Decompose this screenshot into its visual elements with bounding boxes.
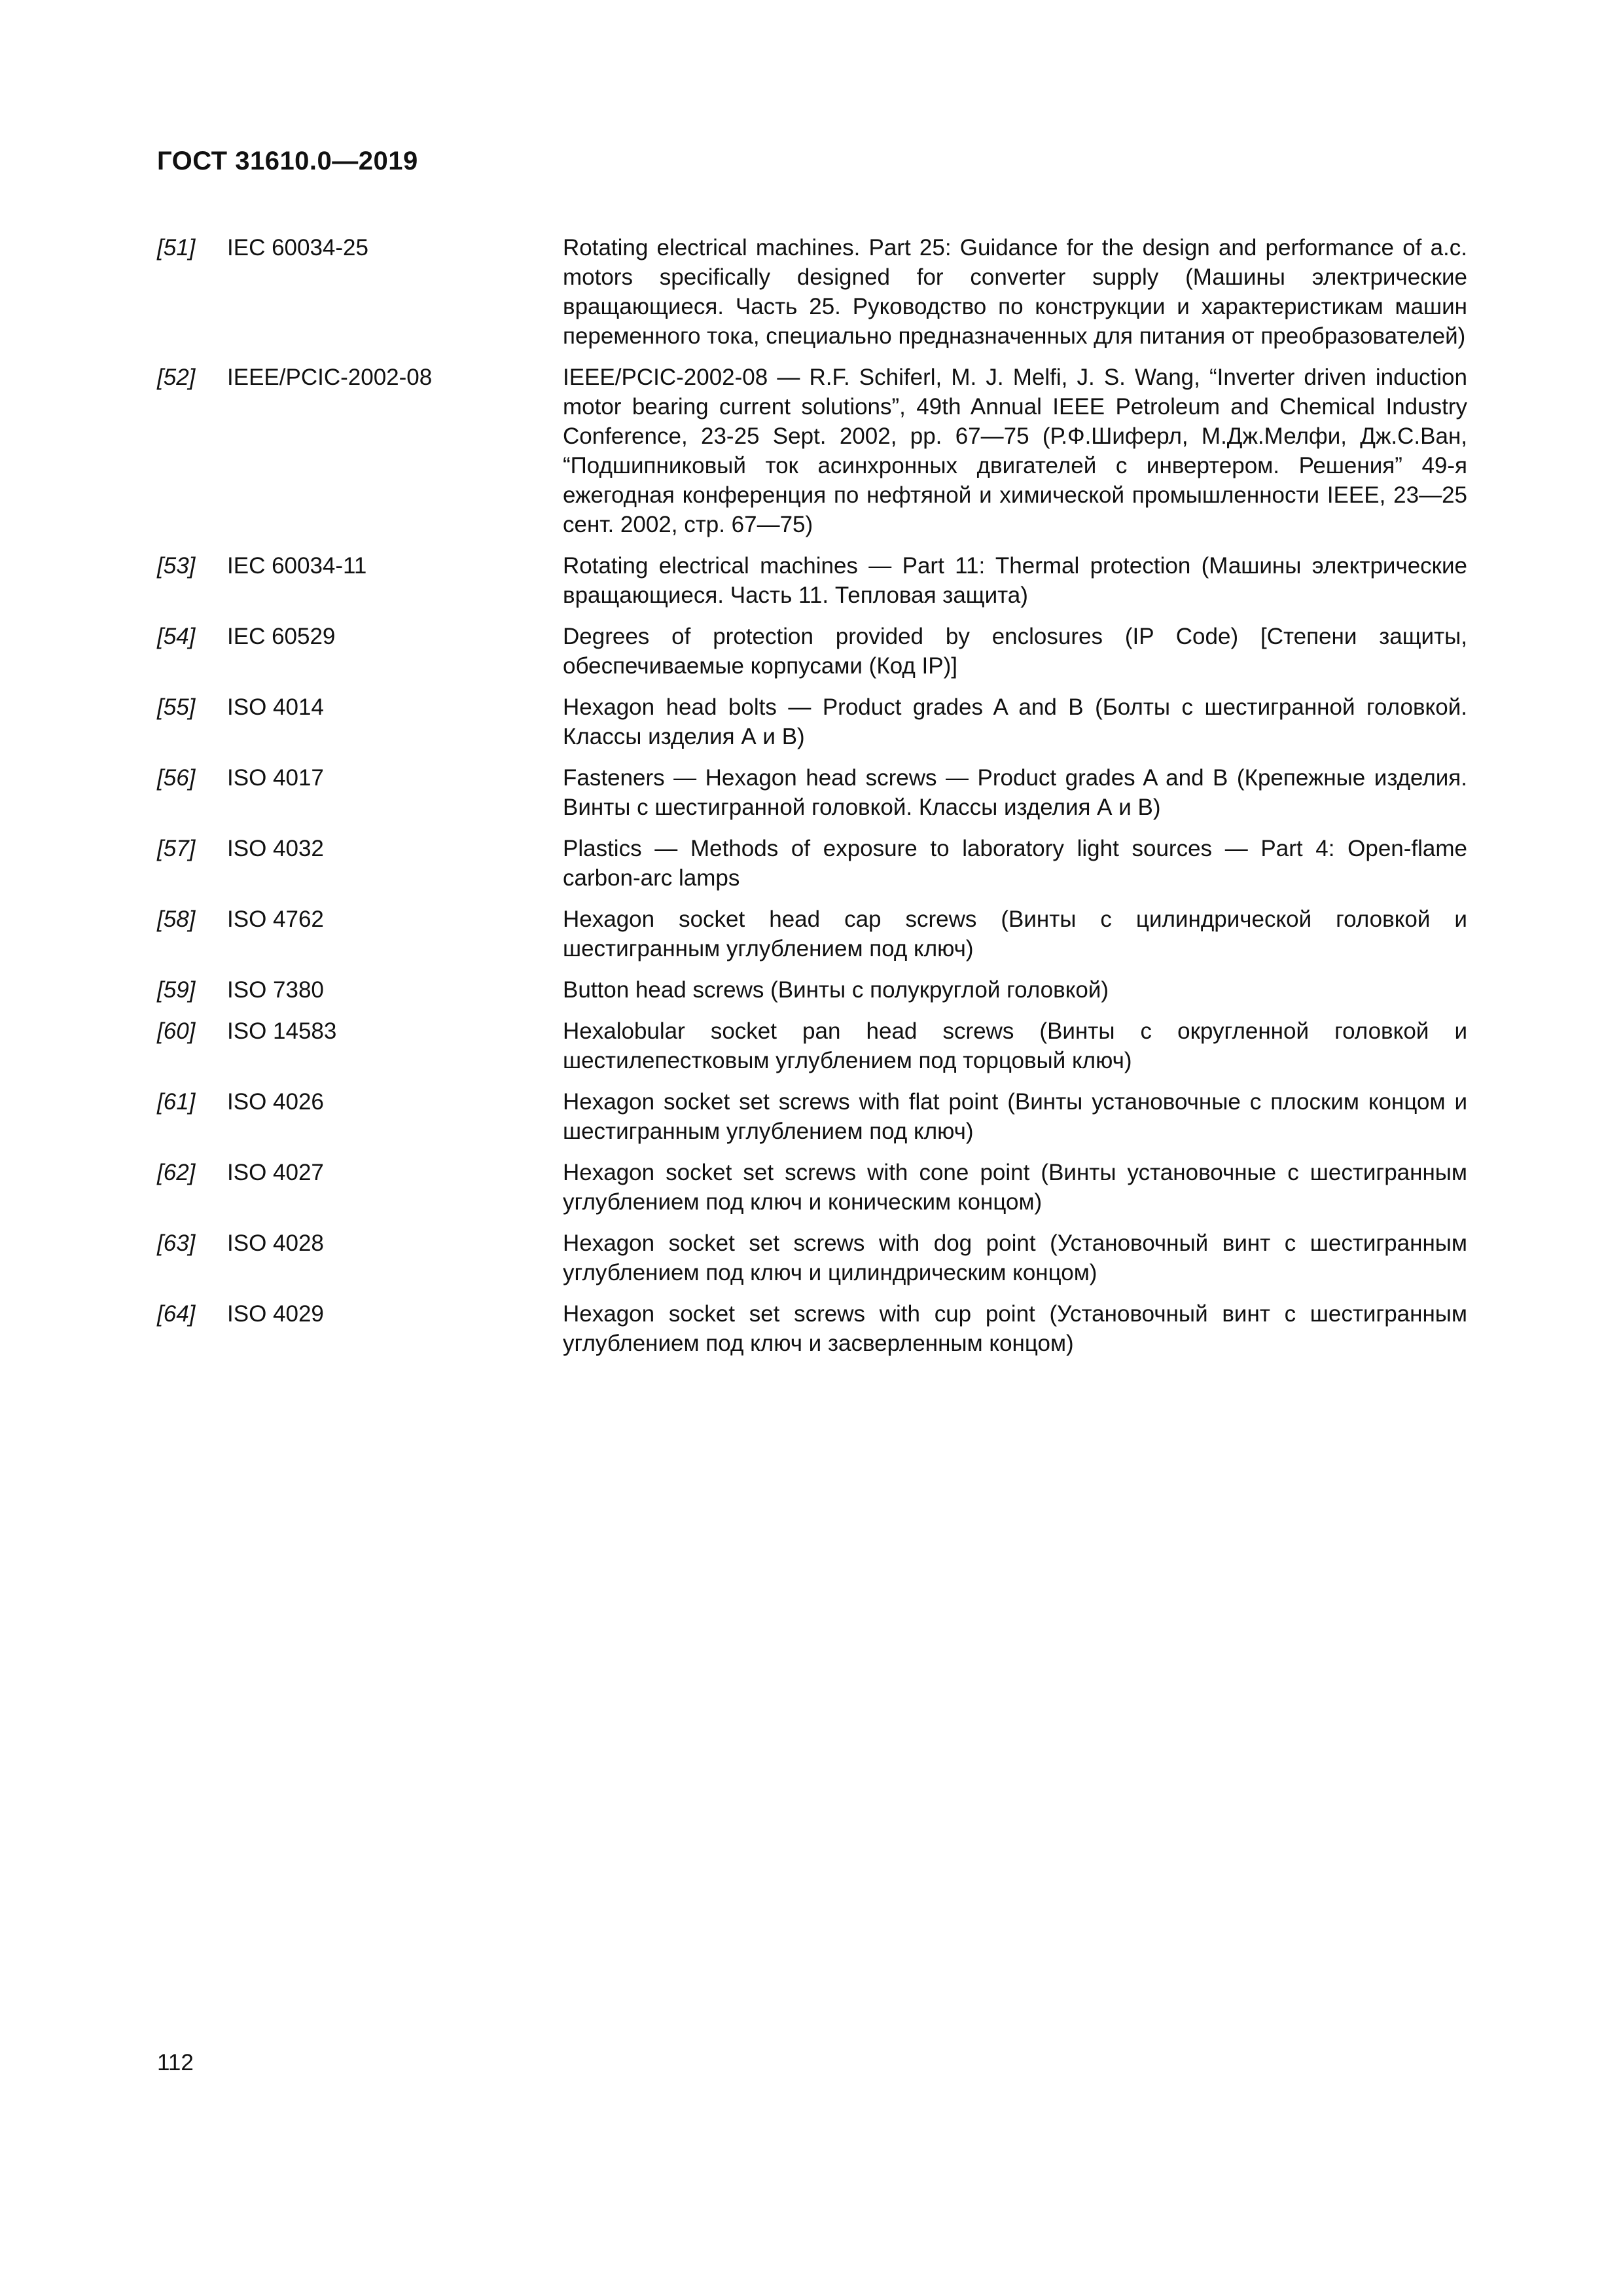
bibliography-entry	[157, 975, 1467, 1005]
bibliography-entry	[157, 1299, 1467, 1358]
entry-standard-code: ISO 4026	[227, 1089, 324, 1115]
entry-standard-code: ISO 4027	[227, 1160, 324, 1185]
entry-number: [57]	[157, 836, 196, 861]
entry-title: Rotating electrical machines — Part 11: Thermal protection (Машины электрические вращающиеся. Часть 11. Тепловая защита)	[563, 553, 1467, 608]
entry-title: Button head screws (Винты с полукруглой головкой)	[563, 977, 1109, 1003]
entry-title: Rotating electrical machines. Part 25: Guidance for the design and performance of a.c. motors specifically designed for converter supply (Машины электрические вращающиеся. Часть 25. Руководство по конструкции и характеристикам машин переменного тока, специально предназначенных для питания от преобразователей)	[563, 235, 1467, 349]
entry-standard-code: ISO 4762	[227, 906, 324, 932]
entry-standard-code: ISO 4032	[227, 836, 324, 861]
entry-number: [64]	[157, 1301, 196, 1327]
entry-number: [55]	[157, 694, 196, 720]
entry-title: Hexagon head bolts — Product grades A and B (Болты с шестигранной головкой. Классы изделия А и В)	[563, 694, 1467, 749]
entry-number: [52]	[157, 365, 196, 390]
entry-title: Hexagon socket set screws with cone point (Винты установочные с шестигранным углублением под ключ и коническим концом)	[563, 1160, 1467, 1215]
bibliography-entry	[157, 763, 1467, 822]
entry-number: [59]	[157, 977, 196, 1003]
entry-title: Hexagon socket set screws with dog point (Установочный винт с шестигранным углублением под ключ и цилиндрическим концом)	[563, 1230, 1467, 1285]
entry-title: Hexagon socket head cap screws (Винты с цилиндрической головкой и шестигранным углублением под ключ)	[563, 906, 1467, 961]
entry-standard-code: IEC 60529	[227, 624, 336, 649]
entry-number: [60]	[157, 1018, 196, 1044]
bibliography-entry	[157, 363, 1467, 539]
entry-standard-code: IEC 60034-11	[227, 553, 367, 579]
entry-standard-code: ISO 4028	[227, 1230, 324, 1256]
page-number: 112	[157, 2050, 194, 2075]
bibliography-entry	[157, 905, 1467, 963]
bibliography-entry	[157, 233, 1467, 351]
bibliography-entry	[157, 1229, 1467, 1287]
entry-standard-code: ISO 4014	[227, 694, 324, 720]
entry-title: Fasteners — Hexagon head screws — Product grades A and B (Крепежные изделия. Винты с шестигранной головкой. Классы изделия А и В)	[563, 765, 1467, 820]
entry-number: [54]	[157, 624, 196, 649]
entry-title: Degrees of protection provided by enclosures (IP Code) [Степени защиты, обеспечиваемые корпусами (Код IP)]	[563, 624, 1467, 679]
entry-number: [62]	[157, 1160, 196, 1185]
entry-standard-code: ISO 4017	[227, 765, 324, 791]
entry-title: Hexagon socket set screws with flat point (Винты установочные с плоским концом и шестигранным углублением под ключ)	[563, 1089, 1467, 1144]
bibliography-entry	[157, 1016, 1467, 1075]
bibliography-entry	[157, 551, 1467, 610]
entry-standard-code: IEEE/PCIC-2002-08	[227, 365, 433, 390]
entry-standard-code: ISO 7380	[227, 977, 324, 1003]
bibliography-entry	[157, 1158, 1467, 1217]
bibliography-entry	[157, 1087, 1467, 1146]
entry-standard-code: IEC 60034-25	[227, 235, 368, 260]
entry-number: [51]	[157, 235, 196, 260]
entry-title: Hexagon socket set screws with cup point (Установочный винт с шестигранным углублением под ключ и засверленным концом)	[563, 1301, 1467, 1356]
bibliography-entry	[157, 622, 1467, 681]
bibliography-entry	[157, 692, 1467, 751]
entry-number: [63]	[157, 1230, 196, 1256]
bibliography-list	[157, 233, 1467, 1370]
entry-title: Hexalobular socket pan head screws (Винты с округленной головкой и шестилепестковым углублением под торцовый ключ)	[563, 1018, 1467, 1073]
entry-title: Plastics — Methods of exposure to laboratory light sources — Part 4: Open-flame carbon-arc lamps	[563, 836, 1467, 891]
bibliography-entry	[157, 834, 1467, 893]
entry-standard-code: ISO 14583	[227, 1018, 337, 1044]
entry-number: [53]	[157, 553, 196, 579]
entry-number: [61]	[157, 1089, 196, 1115]
entry-number: [56]	[157, 765, 196, 791]
entry-title: IEEE/PCIC-2002-08 — R.F. Schiferl, M. J. Melfi, J. S. Wang, “Inverter driven induction motor bearing current solutions”, 49th Annual IEEE Petroleum and Chemical Industry Conference, 23-25 Sept. 2002, pp. 67—75 (Р.Ф.Шиферл, М.Дж.Мелфи, Дж.С.Ван, “Подшипниковый ток асинхронных двигателей с инвертером. Решения” 49-я ежегодная конференция по нефтяной и химической промышленности IEEE, 23—25 сент. 2002, стр. 67—75)	[563, 365, 1467, 537]
entry-number: [58]	[157, 906, 196, 932]
page-header-title: ГОСТ 31610.0—2019	[157, 147, 418, 175]
entry-standard-code: ISO 4029	[227, 1301, 324, 1327]
